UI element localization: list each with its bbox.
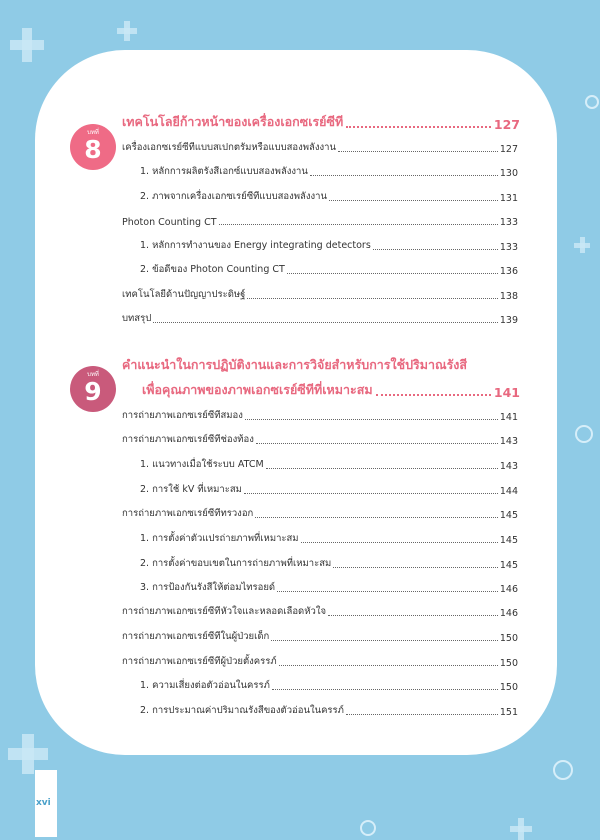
dot-leader [346, 126, 491, 128]
chapter-9-title-line1[interactable] [122, 355, 520, 375]
toc-entry-text: 1. ความเสี่ยงต่อตัวอ่อนในครรภ์ [140, 680, 270, 691]
plus-decoration-icon [580, 237, 585, 253]
toc-entry-text: 3. การป้องกันรังสีให้ต่อมไทรอยด์ [140, 582, 276, 593]
toc-entry-page: 138 [499, 291, 518, 302]
toc-entry[interactable] [140, 188, 518, 204]
dot-leader [271, 640, 498, 641]
chapter-badge-label: บทที่ [87, 129, 99, 136]
plus-decoration-icon [22, 28, 32, 62]
dot-leader [256, 443, 498, 444]
ring-decoration-icon [553, 760, 573, 780]
toc-entry-text: 2. การประมาณค่าปริมาณรังสีของตัวอ่อนในครรภ์ [140, 705, 344, 716]
toc-entry[interactable] [140, 702, 518, 718]
dot-leader [244, 493, 498, 494]
chapter-title-text: เทคโนโลยีก้าวหน้าของเครื่องเอกซเรย์ซีที [122, 114, 344, 129]
toc-entry-text: การถ่ายภาพเอกซเรย์ซีทีในผู้ป่วยเด็ก [122, 631, 270, 642]
toc-entry-page: 143 [499, 461, 518, 472]
toc-entry-text: เครื่องเอกซเรย์ซีทีแบบสเปกตรัมหรือแบบสองพลังงาน [122, 142, 336, 153]
toc-entry-text: การถ่ายภาพเอกซเรย์ซีทีสมอง [122, 410, 243, 421]
toc-entry[interactable] [122, 603, 518, 619]
toc-entry-page: 151 [499, 707, 518, 718]
toc-entry-text: การถ่ายภาพเอกซเรย์ซีทีช่องท้อง [122, 434, 254, 445]
toc-entry[interactable] [140, 530, 518, 546]
dot-leader [272, 689, 498, 690]
toc-entry-page: 150 [499, 658, 518, 669]
chapter-title-text: คำแนะนำในการปฏิบัติงานและการวิจัยสำหรับการใช้ปริมาณรังสี [122, 357, 468, 372]
chapter-page: 127 [493, 117, 520, 132]
toc-entry-text: 1. หลักการทำงานของ Energy integrating detectors [140, 240, 371, 251]
plus-decoration-icon [124, 21, 130, 41]
chapter-badge-label: บทที่ [87, 371, 99, 378]
toc-entry-page: 146 [499, 584, 518, 595]
toc-entry[interactable] [122, 212, 518, 228]
toc-entry[interactable] [122, 628, 518, 644]
toc-entry-page: 136 [499, 266, 518, 277]
toc-entry[interactable] [122, 286, 518, 302]
toc-entry-page: 150 [499, 633, 518, 644]
ring-decoration-icon [575, 425, 593, 443]
toc-entry-text: 1. หลักการผลิตรังสีเอกซ์แบบสองพลังงาน [140, 166, 308, 177]
dot-leader [338, 151, 498, 152]
toc-entry-page: 145 [499, 510, 518, 521]
toc-entry[interactable] [140, 163, 518, 179]
chapter-8-title[interactable] [122, 112, 520, 132]
toc-entry-page: 131 [499, 193, 518, 204]
dot-leader [277, 591, 498, 592]
dot-leader [310, 175, 498, 176]
toc-entry[interactable] [122, 407, 518, 423]
toc-entry-page: 144 [499, 486, 518, 497]
toc-entry-page: 146 [499, 608, 518, 619]
dot-leader [301, 542, 498, 543]
chapter-9-badge [70, 366, 116, 412]
toc-entry-page: 141 [499, 412, 518, 423]
toc-entry-text: 2. ภาพจากเครื่องเอกซเรย์ซีทีแบบสองพลังงาน [140, 191, 327, 202]
toc-entry-page: 150 [499, 682, 518, 693]
chapter-title-text: เพื่อคุณภาพของภาพเอกซเรย์ซีทีที่เหมาะสม [142, 382, 373, 397]
chapter-9-title-line2[interactable] [142, 380, 520, 400]
toc-entry[interactable] [140, 456, 518, 472]
toc-entry-page: 133 [499, 242, 518, 253]
dot-leader [255, 517, 498, 518]
chapter-8-badge [70, 124, 116, 170]
toc-entry-page: 139 [499, 315, 518, 326]
plus-decoration-icon [22, 734, 34, 774]
dot-leader [329, 200, 498, 201]
toc-entry-page: 130 [499, 168, 518, 179]
chapter-number: 9 [84, 377, 102, 406]
toc-entry[interactable] [140, 481, 518, 497]
dot-leader [328, 615, 498, 616]
toc-entry-text: การถ่ายภาพเอกซเรย์ซีทีหัวใจและหลอดเลือดหัวใจ [122, 606, 327, 617]
chapter-page: 141 [493, 385, 520, 400]
toc-entry-text: 1. การตั้งค่าตัวแปรถ่ายภาพที่เหมาะสม [140, 533, 299, 544]
toc-entry-text: Photon Counting CT [122, 217, 217, 228]
toc-entry[interactable] [122, 310, 518, 326]
toc-entry-text: เทคโนโลยีด้านปัญญาประดิษฐ์ [122, 289, 246, 300]
toc-entry[interactable] [140, 237, 518, 253]
dot-leader [247, 298, 497, 299]
toc-entry-text: บทสรุป [122, 313, 152, 324]
dot-leader [279, 665, 498, 666]
toc-entry[interactable] [140, 677, 518, 693]
toc-entry[interactable] [122, 139, 518, 155]
toc-entry[interactable] [122, 505, 518, 521]
dot-leader [287, 273, 498, 274]
dot-leader [376, 394, 491, 396]
toc-entry[interactable] [140, 261, 518, 277]
ring-decoration-icon [360, 820, 376, 836]
dot-leader [266, 468, 498, 469]
chapter-number: 8 [84, 135, 102, 164]
toc-entry[interactable] [140, 579, 518, 595]
dot-leader [346, 714, 498, 715]
toc-entry-text: 1. แนวทางเมื่อใช้ระบบ ATCM [140, 459, 264, 470]
dot-leader [333, 567, 498, 568]
toc-entry-text: การถ่ายภาพเอกซเรย์ซีทีทรวงอก [122, 508, 254, 519]
toc-entry-text: 2. ข้อดีของ Photon Counting CT [140, 264, 285, 275]
page-number: xvi [36, 798, 51, 808]
toc-entry-page: 145 [499, 560, 518, 571]
dot-leader [373, 249, 498, 250]
toc-entry-page: 143 [499, 436, 518, 447]
dot-leader [219, 224, 498, 225]
toc-entry-page: 133 [499, 217, 518, 228]
toc-entry[interactable] [122, 431, 518, 447]
toc-entry[interactable] [140, 555, 518, 571]
toc-entry[interactable] [122, 653, 518, 669]
toc-entry-text: การถ่ายภาพเอกซเรย์ซีทีผู้ป่วยตั้งครรภ์ [122, 656, 277, 667]
dot-leader [245, 419, 498, 420]
dot-leader [153, 322, 498, 323]
ring-decoration-icon [585, 95, 599, 109]
toc-entry-page: 127 [499, 144, 518, 155]
toc-entry-page: 145 [499, 535, 518, 546]
toc-entry-text: 2. การใช้ kV ที่เหมาะสม [140, 484, 242, 495]
toc-entry-text: 2. การตั้งค่าขอบเขตในการถ่ายภาพที่เหมาะสม [140, 558, 332, 569]
